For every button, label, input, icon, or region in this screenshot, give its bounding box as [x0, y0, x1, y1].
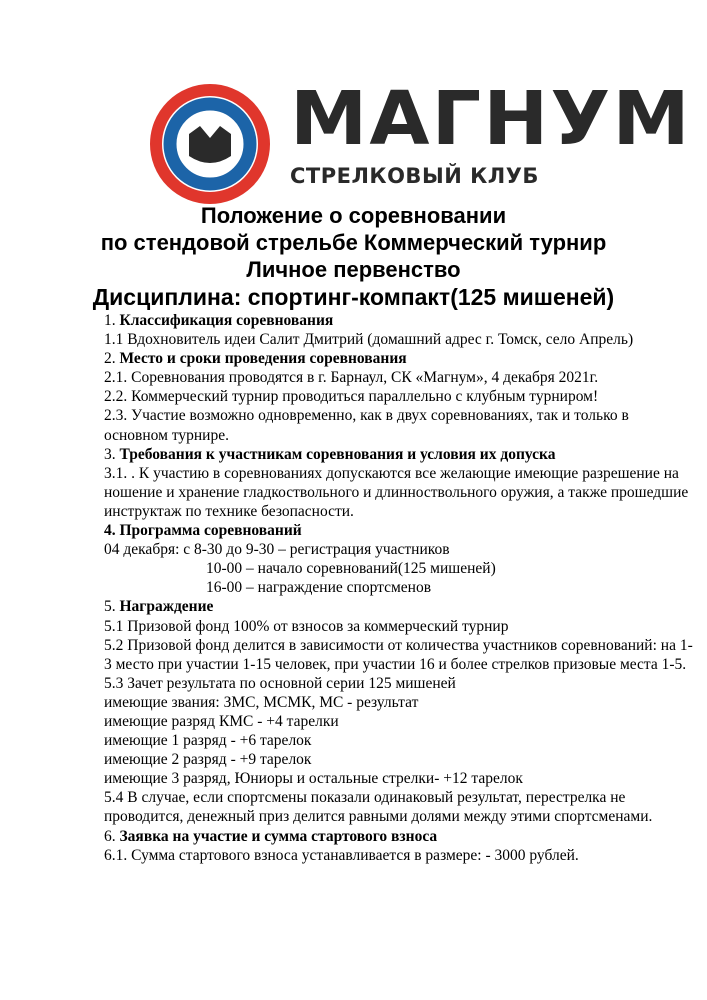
- clause-1-1: 1.1 Вдохновитель идеи Салит Дмитрий (домашний адрес г. Томск, село Апрель): [104, 331, 634, 349]
- schedule-awards: 16-00 – награждение спортсменов: [206, 579, 432, 597]
- clause-5-2: 5.2 Призовой фонд делится в зависимости от количества участников соревнований: на 1-3 место при участии 1-15 человек, при участии 16 и более стрелков призовые места 1-5.: [104, 636, 693, 673]
- document-body: [104, 311, 694, 865]
- section-number: 5.: [104, 598, 120, 616]
- section-title: Классификация соревнования: [119, 312, 334, 329]
- club-logo: [148, 76, 692, 206]
- section-number: 6.: [104, 827, 120, 845]
- schedule-registration: 04 декабря: с 8-30 до 9-30 – регистрация участников: [104, 541, 450, 559]
- section-title: Место и сроки проведения соревнования: [119, 350, 407, 368]
- clause-5-1: 5.1 Призовой фонд 100% от взносов за коммерческий турнир: [104, 617, 509, 635]
- section-title: Заявка на участие и сумма стартового взноса: [119, 827, 438, 845]
- clause-2-1: 2.1. Соревнования проводятся в г. Барнаул, СК «Магнум», 4 декабря 2021г.: [104, 369, 599, 387]
- clause-2-3: 2.3. Участие возможно одновременно, как в двух соревнованиях, так и только в основном турнире.: [104, 407, 629, 444]
- title-line-2: по стендовой стрельбе Коммерческий турнир: [100, 230, 607, 255]
- title-line-1: Положение о соревновании: [200, 203, 507, 228]
- handicap-rank-1: имеющие 1 разряд - +6 тарелок: [104, 732, 312, 750]
- handicap-rank-2: имеющие 2 разряд - +9 тарелок: [104, 751, 312, 769]
- clause-6-1: 6.1. Сумма стартового взноса устанавливается в размере: - 3000 рублей.: [104, 846, 579, 864]
- handicap-rank-3: имеющие 3 разряд, Юниоры и остальные стрелки- +12 тарелок: [104, 770, 523, 788]
- brand-name: МАГНУМ: [290, 76, 692, 162]
- title-line-4: Дисциплина: спортинг-компакт(125 мишеней): [92, 284, 615, 310]
- handicap-masters: имеющие звания: ЗМС, МСМК, МС - результат: [104, 693, 419, 711]
- section-5-heading: [104, 597, 694, 616]
- brand-subtitle: СТРЕЛКОВЫЙ КЛУБ: [290, 164, 539, 188]
- section-4-heading: 4. Программа соревнований: [104, 522, 302, 540]
- schedule-start: 10-00 – начало соревнований(125 мишеней): [206, 560, 496, 578]
- section-number: 2.: [104, 350, 120, 368]
- clause-5-4: 5.4 В случае, если спортсмены показали одинаковый результат, перестрелка не проводится, денежный приз делится равными долями между этими спортсменами.: [104, 789, 653, 826]
- section-1-heading: [104, 311, 694, 330]
- section-3-heading: [104, 445, 694, 464]
- document-title: [0, 202, 707, 311]
- section-number: 3.: [104, 445, 120, 463]
- clause-5-3: 5.3 Зачет результата по основной серии 125 мишеней: [104, 674, 456, 692]
- section-2-heading: [104, 349, 694, 368]
- clause-3-1: 3.1. . К участию в соревнованиях допускаются все желающие имеющие разрешение на ношение и хранение гладкоствольного и длинноствольного оружия, а также прошедшие инструктаж по технике безопасности.: [104, 464, 689, 520]
- handicap-kms: имеющие разряд КМС - +4 тарелки: [104, 712, 339, 730]
- title-line-3: Личное первенство: [246, 257, 461, 282]
- magnum-emblem-icon: [148, 82, 272, 206]
- section-title: Награждение: [119, 598, 214, 616]
- section-title: Требования к участникам соревнования и условия их допуска: [119, 445, 556, 463]
- section-6-heading: [104, 827, 694, 846]
- section-number: 1.: [104, 312, 120, 329]
- clause-2-2: 2.2. Коммерческий турнир проводиться параллельно с клубным турниром!: [104, 388, 599, 406]
